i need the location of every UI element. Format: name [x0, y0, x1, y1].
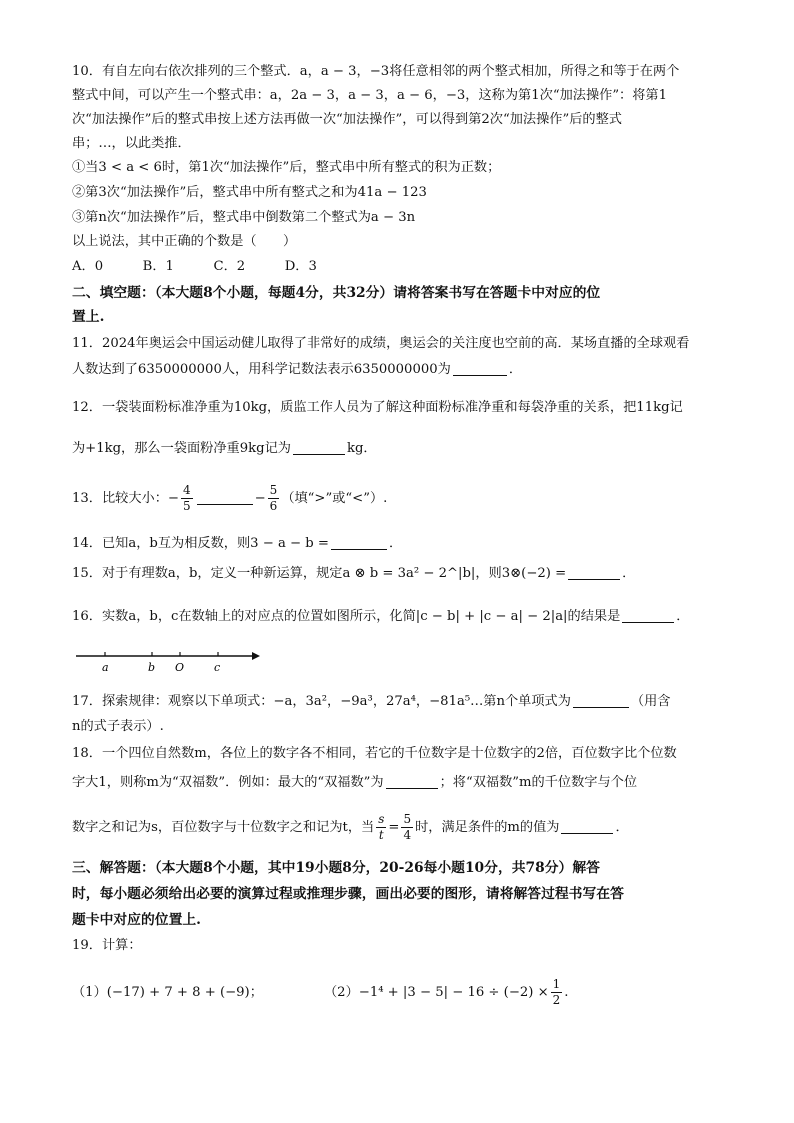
q19-end: . [564, 985, 569, 1000]
q10-statement-2: ②第3次“加法操作”后，整式串中所有整式之和为41a − 123 [72, 185, 427, 200]
q15-answer-blank [568, 565, 620, 580]
q10-options: A．0 B．1 C．2 D．3 [72, 259, 317, 274]
q18-text-2b: ；将“双福数”m的千位数字与个位 [439, 775, 638, 790]
q13-f2-denominator: 6 [269, 499, 278, 513]
q10-statement-1: ①当3 < a < 6时，第1次“加法操作”后，整式串中所有整式的积为正数； [72, 160, 501, 175]
q19-fraction [551, 977, 563, 1008]
q18-f54-denominator: 4 [403, 828, 412, 842]
q18-fraction-5-4 [401, 812, 413, 843]
q10-line-2: 整式中间，可以产生一个整式串：a，2a − 3，a − 3，a − 6，−3，这称为第1次“加法操作”：将第1 [72, 88, 668, 103]
q11-end: ． [508, 362, 522, 377]
q16-answer-blank [622, 608, 674, 623]
q11-line-1: 11．2024年奥运会中国运动健儿取得了非常好的成绩，奥运会的关注度也空前的高．某场直播的全球观看 [72, 336, 690, 351]
q13-text: 13．比较大小：− [72, 491, 179, 506]
q18-equals: = [388, 820, 400, 835]
q18-end: ． [615, 820, 629, 835]
section-3-heading-2: 时，每小题必须给出必要的演算过程或推理步骤，画出必要的图形，请将解答过程书写在答 [72, 886, 624, 902]
q19-part-1: （1）(−17) + 7 + 8 + (−9)； [72, 985, 263, 1000]
axis-label-a: a [102, 661, 109, 674]
q10-line-1: 10．有自左向右依次排列的三个整式．a，a − 3，−3将任意相邻的两个整式相加，所得之和等于在两个 [72, 64, 680, 79]
q10-line-3: 次“加法操作”后的整式串按上述方法再做一次“加法操作”，可以得到第2次“加法操作”后的整式 [72, 112, 622, 127]
q13-answer-blank [197, 490, 253, 505]
q17-text: 17．探索规律：观察以下单项式：−a，3a²，−9a³，27a⁴，−81a⁵…第n个单项式为 [72, 694, 571, 709]
q13-f1-numerator: 4 [182, 483, 191, 497]
q18-line-3 [72, 810, 629, 846]
q18-f54-numerator: 5 [403, 812, 412, 826]
q19-title: 19．计算： [72, 938, 142, 953]
q13-fraction-2 [268, 483, 280, 514]
axis-label-b: b [148, 661, 156, 674]
q18-fs-denominator: t [378, 828, 384, 842]
number-line-arrow [252, 652, 260, 660]
q14-text: 14．已知a，b互为相反数，则3 − a − b = [72, 536, 329, 551]
q14-answer-blank [331, 535, 387, 550]
q11-line-2 [72, 360, 522, 380]
q12-answer-blank [293, 440, 345, 455]
q17-line-1 [72, 692, 670, 712]
q13-fraction-1 [181, 483, 193, 514]
q17-line-2: n的式子表示）. [72, 719, 164, 734]
axis-label-o: O [175, 661, 185, 674]
q12-text: 为+1kg，那么一袋面粉净重9kg记为 [72, 441, 291, 456]
q10-line-4: 串；…，以此类推． [72, 136, 191, 151]
q13-hint: （填“>”或“<”）. [281, 491, 388, 506]
q17-tail: （用含 [630, 694, 671, 709]
q19-p2-text: （2）−1⁴ + |3 − 5| − 16 ÷ (−2) × [324, 985, 549, 1000]
q15-end: ． [622, 566, 636, 581]
q18-fs-numerator: s [378, 812, 385, 826]
q13-minus: − [254, 491, 266, 506]
q15-line [72, 564, 635, 584]
q19-part-2 [324, 976, 569, 1010]
q12-line-2 [72, 439, 377, 459]
q16-line [72, 607, 689, 627]
q18-answer-blank-1 [386, 774, 438, 789]
q17-answer-blank [573, 693, 629, 708]
q18-text-2: 字大1，则称m为“双福数”．例如：最大的“双福数”为 [72, 775, 384, 790]
q13-f2-numerator: 5 [269, 483, 278, 497]
q11-answer-blank [453, 361, 507, 376]
q10-question: 以上说法，其中正确的个数是（ ） [72, 234, 297, 249]
section-3-heading-1: 三、解答题：（本大题8个小题，其中19小题8分，20-26每小题10分，共78分）解答 [72, 860, 600, 876]
q18-line-1: 18．一个四位自然数m，各位上的数字各不相同，若它的千位数字是十位数字的2倍，百位数字比个位数 [72, 746, 677, 761]
q18-text-3: 数字之和记为s，百位数字与十位数字之和记为t，当 [72, 820, 375, 835]
axis-label-c: c [214, 661, 221, 674]
section-2-heading-1: 二、填空题：（本大题8个小题，每题4分，共32分）请将答案书写在答题卡中对应的位 [72, 285, 601, 301]
number-line-diagram [76, 642, 266, 676]
q16-end: ． [676, 609, 690, 624]
q18-text-3b: 时，满足条件的m的值为 [415, 820, 560, 835]
q13-line [72, 482, 387, 516]
q15-text: 15．对于有理数a，b，定义一种新运算，规定a ⊗ b = 3a² − 2^|b|，则3⊗(−2) = [72, 566, 567, 581]
section-2-heading-2: 置上. [72, 309, 105, 325]
q18-fraction-s-t [376, 812, 386, 843]
section-3-heading-3: 题卡中对应的位置上. [72, 912, 201, 928]
q13-f1-denominator: 5 [182, 499, 191, 513]
q18-line-2 [72, 773, 637, 793]
q11-text: 人数达到了6350000000人，用科学记数法表示6350000000为 [72, 362, 451, 377]
q19-numerator: 1 [552, 977, 561, 991]
q14-end: ． [388, 536, 403, 551]
q12-line-1: 12．一袋装面粉标准净重为10kg，质监工作人员为了解这种面粉标准净重和每袋净重的关系，把11kg记 [72, 400, 683, 415]
q18-answer-blank-2 [561, 819, 613, 834]
q10-statement-3: ③第n次“加法操作”后，整式串中倒数第二个整式为a − 3n [72, 210, 416, 225]
q14-line [72, 534, 402, 554]
q16-text: 16．实数a，b，c在数轴上的对应点的位置如图所示，化简|c − b| + |c − a| − 2|a|的结果是 [72, 609, 621, 624]
q12-end: kg． [346, 441, 377, 456]
q19-denominator: 2 [552, 993, 561, 1007]
